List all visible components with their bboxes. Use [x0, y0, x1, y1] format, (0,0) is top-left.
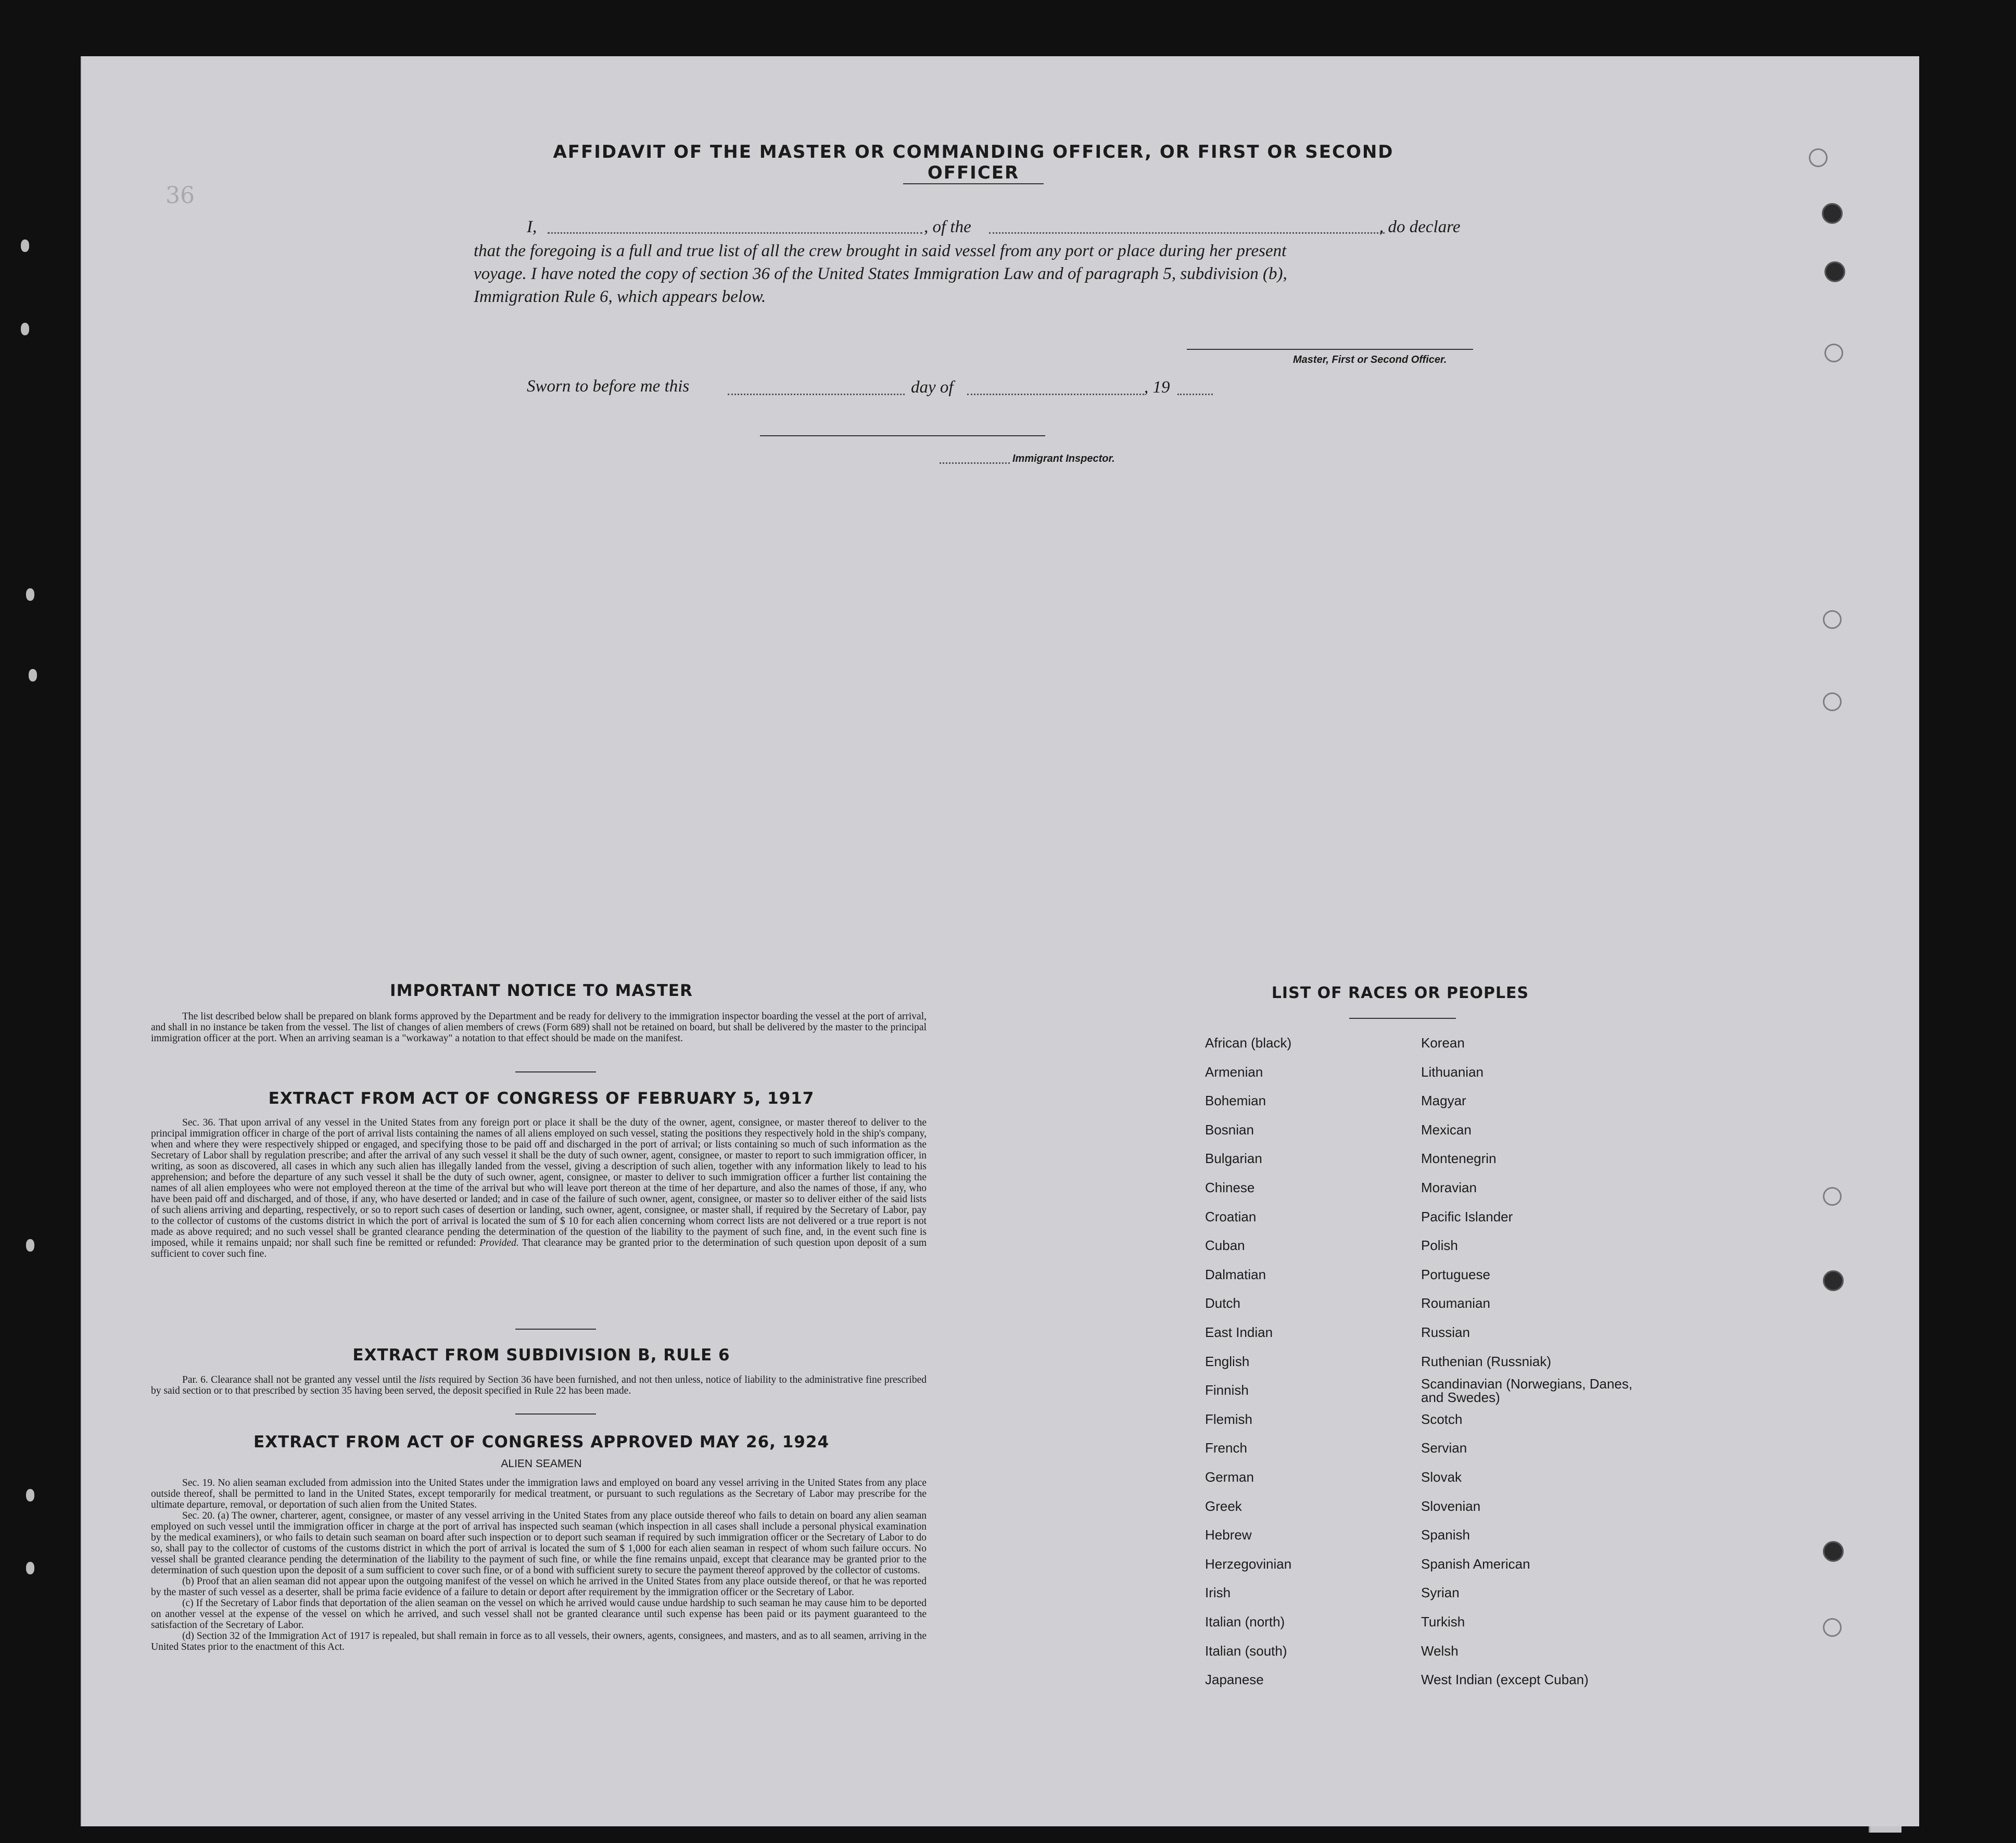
affidavit-do-declare: , do declare	[1379, 218, 1461, 236]
race-item: Dutch	[1205, 1295, 1240, 1311]
race-item: Montenegrin	[1421, 1151, 1497, 1167]
master-signature-label: Master, First or Second Officer.	[1293, 354, 1447, 365]
race-item: Irish	[1205, 1585, 1231, 1601]
rule-6-title: EXTRACT FROM SUBDIVISION B, RULE 6	[352, 1346, 730, 1365]
inspector-dots	[940, 462, 1010, 464]
race-item: Slovak	[1421, 1469, 1462, 1485]
race-item: East Indian	[1205, 1324, 1273, 1340]
sec-20c: (c) If the Secretary of Labor finds that deportation of the alien seaman on the vessel on which he arrived would cause undue hardship to such seaman he may cause him to be deported on another vessel at the expense of the vessel on which he arrived, and such vessel shall not be granted clearance until such expense has been paid or its payment guaranteed to the satisfaction of the Secretary of Labor.	[151, 1598, 927, 1631]
race-item: English	[1205, 1353, 1250, 1369]
film-perforation	[29, 669, 37, 681]
binder-hole	[1824, 261, 1845, 282]
binder-hole	[1822, 203, 1843, 224]
race-item: Welsh	[1421, 1643, 1459, 1659]
race-item: Moravian	[1421, 1180, 1477, 1195]
sworn-day-blank[interactable]	[728, 394, 905, 395]
race-item: Roumanian	[1421, 1295, 1490, 1311]
inspector-signature-line[interactable]	[760, 435, 1045, 436]
film-perforation	[26, 588, 34, 601]
divider	[515, 1071, 596, 1072]
sec-20b: (b) Proof that an alien seaman did not appear upon the outgoing manifest of the vessel on which he arrived in the United States from any place outside thereof, or that he was reported by the master of such vessel as a deserter, shall be prima facie evidence of a failure to detain or deport after requirement by the immigration officer or the Secretary of Labor.	[151, 1576, 927, 1598]
sworn-label: Sworn to before me this	[527, 377, 690, 396]
race-item: Polish	[1421, 1238, 1458, 1254]
race-item: Bulgarian	[1205, 1151, 1262, 1167]
extract-1924-title: EXTRACT FROM ACT OF CONGRESS APPROVED MAY 26, 1924	[253, 1433, 830, 1451]
extract-1924-text	[151, 1478, 927, 1652]
race-item: Korean	[1421, 1035, 1465, 1051]
name-blank[interactable]	[548, 232, 922, 234]
binder-hole	[1823, 1541, 1844, 1562]
binder-hole	[1809, 148, 1828, 167]
race-item: Flemish	[1205, 1411, 1253, 1427]
race-item: Spanish American	[1421, 1556, 1530, 1572]
day-of-label: day of	[911, 378, 954, 397]
year-label: , 19	[1144, 378, 1170, 397]
notice-paragraph: The list described below shall be prepared on blank forms approved by the Department and be ready for delivery to the immigration inspector boarding the vessel at the port of arrival, and shall in no instance be taken from the vessel. The list of changes of alien members of crews (Form 689) shall not be retained on board, but shall be delivered by the master to the principal immigration officer at the port. When an arriving seaman is a "workaway" a notation to that effect should be made on the manifest.	[151, 1011, 927, 1044]
sec-20a: Sec. 20. (a) The owner, charterer, agent, consignee, or master of any vessel arriving in the United States from any place outside thereof who fails to detain on board any alien seaman employed on such vessel until the immigration officer in charge at the port of arrival has inspected such seaman (which inspection in all cases shall include a personal physical examination by the medical examiners), or who fails to detain such seaman on board after such inspection or to deport such seaman if required by such immigration officer or the Secretary of Labor to do so, shall pay to the collector of customs of the customs district in which the port of arrival is located the sum of $ 1,000 for each alien seaman in respect of whom such failure occurs. No vessel shall be granted clearance pending the determination of the liability to the payment of such fine, or while the fine remains unpaid, except that clearance may be granted prior to the determination of such question upon the deposit of a sum sufficient to cover such fine, or of a bond with sufficient surety to secure the payment thereof approved by the collector of customs.	[151, 1510, 927, 1576]
divider	[515, 1413, 596, 1415]
race-item: Magyar	[1421, 1093, 1466, 1109]
affidavit-line-4: Immigration Rule 6, which appears below.	[474, 287, 766, 306]
alien-seamen-subtitle: ALIEN SEAMEN	[501, 1458, 582, 1470]
film-perforation	[21, 323, 29, 335]
race-item: Finnish	[1205, 1382, 1249, 1398]
page-number: 36	[166, 182, 195, 209]
race-item: Scandinavian (Norwegians, Danes, and Swedes)	[1421, 1376, 1633, 1406]
race-item: German	[1205, 1469, 1254, 1485]
title-underline	[903, 183, 1044, 184]
vessel-blank[interactable]	[989, 232, 1385, 234]
race-item: Spanish	[1421, 1527, 1470, 1543]
race-item: Lithuanian	[1421, 1064, 1484, 1080]
rule-6-body-a: Par. 6. Clearance shall not be granted any vessel until the	[182, 1374, 416, 1385]
race-item: French	[1205, 1440, 1247, 1456]
binder-hole	[1823, 610, 1842, 629]
race-item: Chinese	[1205, 1180, 1255, 1195]
film-perforation	[26, 1239, 34, 1252]
master-signature-line[interactable]	[1187, 349, 1473, 350]
sworn-month-blank[interactable]	[967, 394, 1144, 395]
race-item: Bohemian	[1205, 1093, 1266, 1109]
provided-word: Provided.	[479, 1238, 519, 1248]
divider	[515, 1329, 596, 1330]
film-perforation	[21, 239, 29, 252]
race-item: Slovenian	[1421, 1498, 1481, 1514]
race-item: Armenian	[1205, 1064, 1263, 1080]
affidavit-title: AFFIDAVIT OF THE MASTER OR COMMANDING OFFICER, OR FIRST OR SECOND OFFICER	[553, 142, 1394, 183]
extract-1917-title: EXTRACT FROM ACT OF CONGRESS OF FEBRUARY 5, 1917	[268, 1089, 815, 1108]
race-item: Hebrew	[1205, 1527, 1252, 1543]
race-item: Greek	[1205, 1498, 1242, 1514]
race-item: Croatian	[1205, 1208, 1257, 1225]
notice-text	[151, 1011, 927, 1044]
affidavit-line-3: voyage. I have noted the copy of section 36 of the United States Immigration Law and of paragraph 5, subdivision (b),	[474, 264, 1287, 283]
extract-1917-end: That clearance may be granted prior to the determination of such question upon deposit of a sum sufficient to cover such fine.	[151, 1238, 927, 1259]
notice-title: IMPORTANT NOTICE TO MASTER	[390, 981, 693, 1000]
race-item: Herzegovinian	[1205, 1556, 1292, 1572]
races-title-underline	[1349, 1018, 1456, 1019]
race-item: Italian (north)	[1205, 1614, 1285, 1630]
film-perforation	[26, 1562, 34, 1574]
affidavit-i-label: I,	[527, 218, 537, 236]
race-item: Japanese	[1205, 1672, 1264, 1688]
binder-hole	[1823, 692, 1842, 711]
race-item: Russian	[1421, 1324, 1470, 1340]
race-item: Dalmatian	[1205, 1266, 1266, 1282]
race-item: Italian (south)	[1205, 1643, 1287, 1659]
film-perforation	[26, 1489, 34, 1501]
extract-1917-text	[151, 1117, 927, 1259]
sec-19: Sec. 19. No alien seaman excluded from admission into the United States under the immigration laws and employed on board any vessel arriving in the United States from any place outside thereof, shall be permitted to land in the United States, except temporarily for medical treatment, or pursuant to such regulations as the Secretary of Labor may prescribe for the ultimate departure, removal, or deportation of such alien from the United States.	[151, 1478, 927, 1510]
race-item: African (black)	[1205, 1035, 1292, 1051]
race-item: Pacific Islander	[1421, 1208, 1513, 1225]
race-item: Ruthenian (Russniak)	[1421, 1353, 1552, 1369]
rule-6-text	[151, 1374, 927, 1396]
sec-20d: (d) Section 32 of the Immigration Act of 1917 is repealed, but shall remain in force as to all vessels, their owners, agents, consignees, and masters, and as to all seamen, arriving in the United States prior to the enactment of this Act.	[151, 1631, 927, 1652]
race-item: West Indian (except Cuban)	[1421, 1672, 1589, 1688]
race-item: Mexican	[1421, 1121, 1472, 1138]
race-item: Bosnian	[1205, 1121, 1254, 1138]
affidavit-of-the: , of the	[924, 218, 971, 236]
race-item: Scotch	[1421, 1411, 1463, 1427]
races-title: LIST OF RACES OR PEOPLES	[1271, 984, 1529, 1002]
lists-word: lists	[419, 1374, 436, 1385]
sworn-year-blank[interactable]	[1177, 394, 1213, 395]
binder-hole	[1823, 1618, 1842, 1637]
binder-hole	[1823, 1187, 1842, 1206]
extract-1917-body: Sec. 36. That upon arrival of any vessel in the United States from any foreign port or place it shall be the duty of the owner, agent, consignee, or master thereof to deliver to the principal immigration officer in charge of the port of arrival lists containing the names of all aliens employed on such vessel, stating the positions they respectively hold in the ship's company, when and where they were respectively shipped or engaged, and specifying those to be paid off and discharged in the port of arrival; or lists containing so much of such information as the Secretary of Labor shall by regulation prescribe; and after the arrival of any such vessel it shall be the duty of such owner, agent, consignee, or master to report to such immigration officer, in writing, as soon as discovered, all cases in which any such alien has illegally landed from the vessel, giving a description of such alien, together with any information likely to lead to his apprehension; and before the departure of any such vessel it shall be the duty of such owner, agent, consignee, or master to deliver to such immigration officer a further list containing the names of all alien employees who were not employed thereon at the time of the arrival but who will leave port thereon at the time of her departure, and also the names of those, if any, who have been paid off and discharged, and of those, if any, who have deserted or landed; and in case of the failure of such owner, agent, consignee, or master so to deliver either of the said lists of such aliens arriving and departing, respectively, or so to report such cases of desertion or landing, such owner, agent, consignee, or master shall, if required by the Secretary of Labor, pay to the collector of customs of the customs district in which the port of arrival is located the sum of $ 10 for each alien concerning whom correct lists are not delivered or a true report is not made as above required; and no such vessel shall be granted clearance pending the determination of the question of the liability to the payment of such fine, and, in the event such fine is imposed, while it remains unpaid; nor shall such fine be remitted or refunded:	[151, 1117, 927, 1248]
binder-hole	[1823, 1270, 1844, 1291]
race-item: Turkish	[1421, 1614, 1465, 1630]
race-item: Cuban	[1205, 1238, 1245, 1254]
rule-6-body-b: required by Section 36 have been furnished, and not then unless, notice of liability to the administrative fine prescribed by said section or to that prescribed by section 35 having been served, the deposit specified in Rule 22 has been made.	[151, 1374, 927, 1396]
binder-hole	[1824, 344, 1843, 362]
race-item: Servian	[1421, 1440, 1467, 1456]
race-item: Syrian	[1421, 1585, 1460, 1601]
affidavit-line-2: that the foregoing is a full and true list of all the crew brought in said vessel from any port or place during her present	[474, 242, 1287, 260]
inspector-label: Immigrant Inspector.	[1012, 453, 1115, 464]
race-item: Portuguese	[1421, 1266, 1490, 1282]
